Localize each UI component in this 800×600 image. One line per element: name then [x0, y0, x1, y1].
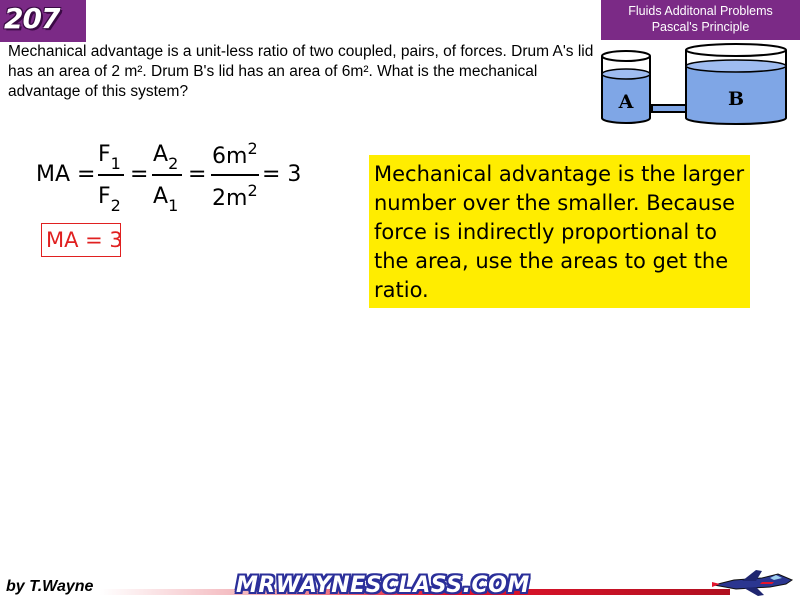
- eq-area-a: $2m^2$: [212, 181, 258, 211]
- eq-lhs: MA =: [36, 162, 96, 187]
- eq-a-denominator: $A_1$: [153, 184, 179, 215]
- drum-b-label: B: [727, 88, 745, 110]
- drum-diagram: [598, 42, 790, 130]
- slide-number-badge: [0, 0, 86, 42]
- eq-area-b: $6m^2$: [212, 139, 258, 169]
- header-line-2: Pascal's Principle: [651, 20, 750, 34]
- connecting-pipe: [652, 105, 690, 112]
- eq-f-denominator: $F_2$: [98, 184, 121, 215]
- eq-a-numerator: $A_2$: [153, 142, 179, 173]
- drum-a-label: A: [618, 91, 634, 113]
- header-line-1: Fluids Additonal Problems: [628, 4, 773, 18]
- author-credit: by T.Wayne: [6, 578, 94, 595]
- header-tag: [601, 0, 800, 40]
- explanation-note: Mechanical advantage is the larger number over the smaller. Because force is indirectly proportional to the area, use the areas to get the ratio.: [369, 155, 750, 308]
- fraction-bar: [152, 174, 182, 176]
- fraction-bar: [211, 174, 259, 176]
- jet-icon: [712, 568, 796, 598]
- answer-box: MA = 3: [41, 223, 121, 257]
- eq-equals-2: =: [188, 162, 207, 187]
- fraction-bar: [98, 174, 124, 176]
- site-logo-text: MRWAYNESCLASS.COM: [236, 573, 530, 598]
- eq-result: = 3: [262, 162, 302, 187]
- equation: [36, 140, 336, 220]
- eq-equals-1: =: [130, 162, 149, 187]
- slide-number: 207: [4, 2, 60, 35]
- drum-b: [686, 44, 786, 124]
- question-text: Mechanical advantage is a unit-less ratio of two coupled, pairs, of forces. Drum A's lid has an area of 2 m². Drum B's lid has an area of 6m². What is the mechanical advantage of this system?: [8, 43, 594, 100]
- eq-f-numerator: $F_1$: [98, 142, 121, 173]
